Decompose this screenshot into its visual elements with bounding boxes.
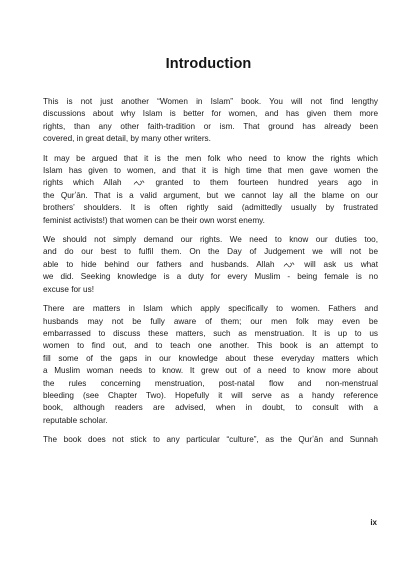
text-line: covered, in great detail, by many other writers.	[43, 134, 211, 144]
text-line: We should not simply demand our rights. We need to know our duties too,	[43, 235, 378, 245]
text-segment: able to hide behind our fathers and husbands. Allah	[43, 259, 275, 269]
honorific-calligraphy-icon	[133, 180, 145, 186]
text-line: The book does not stick to any particular “culture”, as the Qurʼān and Sunnah	[43, 435, 378, 445]
text-line: we did. Seeking knowledge is a duty for every Muslim - being female is no	[43, 272, 378, 282]
body-text	[43, 96, 378, 454]
text-line: excuse for us!	[43, 284, 94, 294]
text-line: rights, than any other faith-tradition or ism. That ground has already been	[43, 121, 378, 131]
paragraph-4	[43, 303, 378, 427]
text-line: reputable scholar.	[43, 415, 108, 425]
text-line: bleeding (see Chapter Two). Hopefully it will serve as a handy reference	[43, 390, 378, 400]
text-line: a Muslim woman needs to know. It grew out of a need to know more about	[43, 366, 378, 376]
text-line: and do our best to fulfil them. On the Day of Judgement we will not be	[43, 247, 378, 257]
text-line: brothers’ shoulders. It is often rightly said (admittedly usually by frustrated	[43, 203, 378, 213]
text-line-with-honorific	[43, 177, 378, 189]
honorific-calligraphy-icon	[283, 262, 295, 268]
text-line: husbands may not be fully aware of them; our men folk may even be	[43, 316, 378, 326]
text-segment: will ask us what	[304, 259, 378, 269]
text-line: book, although readers are advised, when in doubt, to consult with a	[43, 403, 378, 413]
text-line: fill some of the gaps in our knowledge about these everyday matters which	[43, 353, 378, 363]
text-line: It may be argued that it is the men folk who need to know the rights which	[43, 153, 378, 163]
text-line: embarrassed to discuss these matters, such as menstruation. It is up to us	[43, 328, 378, 338]
paragraph-5	[43, 434, 378, 446]
text-line-with-honorific	[43, 259, 378, 271]
paragraph-3	[43, 234, 378, 296]
paragraph-1	[43, 96, 378, 146]
text-line: This is not just another “Women in Islam” book. You will not find lengthy	[43, 97, 378, 106]
page-number: ix	[370, 518, 377, 527]
text-line: the rules concerning menstruation, post-natal flow and non-menstrual	[43, 378, 378, 388]
page-title: Introduction	[165, 56, 252, 72]
text-line: the Qurʼān. That is a valid argument, but we cannot lay all the blame on our	[43, 190, 378, 200]
text-line: feminist activists!) that women can be their own worst enemy.	[43, 215, 265, 225]
text-segment: rights which Allah	[43, 178, 122, 188]
text-line: There are matters in Islam which apply specifically to women. Fathers and	[43, 304, 378, 314]
text-line: discussions about why Islam is better for women, and has given them more	[43, 109, 378, 119]
text-segment: granted to them fourteen hundred years ago in	[155, 178, 379, 188]
text-line: Islam has given to women, and that it is high time that men gave women the	[43, 166, 378, 176]
paragraph-2	[43, 153, 378, 227]
text-line: women to find out, and to teach one another. This book is an attempt to	[43, 341, 378, 351]
